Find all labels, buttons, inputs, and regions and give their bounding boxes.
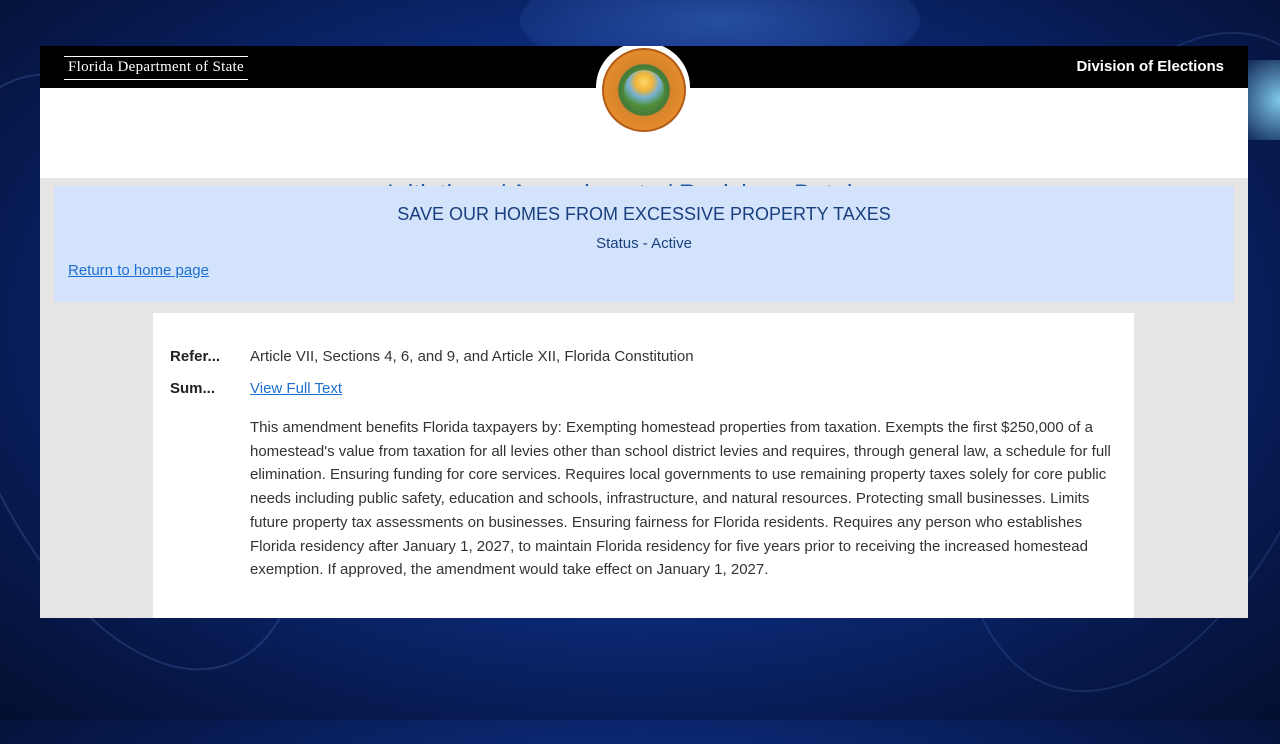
seal-ring [602, 48, 686, 132]
view-full-text-link[interactable]: View Full Text [250, 380, 342, 397]
department-logo[interactable]: Florida Department of State [64, 56, 248, 80]
status-label: Status - Active [596, 235, 692, 252]
reference-value: Article VII, Sections 4, 6, and 9, and Article XII, Florida Constitution [250, 348, 694, 365]
details-card [153, 313, 1134, 618]
division-label[interactable]: Division of Elections [1076, 58, 1224, 75]
summary-label: Sum... [170, 380, 216, 397]
summary-text: This amendment benefits Florida taxpayers by: Exempting homestead properties from taxation. Exempts the first $250,000 of a homestead's value from taxation for all levies other than school district levies and requires, through general law, a schedule for full elimination. Ensuring funding for core services. Requires local governments to use remaining property taxes solely for core public needs including public safety, education and schools, infrastructure, and natural resources. Protecting small businesses. Limits future property tax assessments on businesses. Ensuring fairness for Florida residents. Requires any person who establishes Florida residency after January 1, 2027, to maintain Florida residency for five years prior to receiving the increased homestead exemption. If approved, the amendment would take effect on January 1, 2027. [250, 419, 1111, 579]
return-home-link[interactable]: Return to home page [68, 262, 209, 279]
seal-center [624, 70, 664, 110]
reference-label: Refer... [170, 348, 221, 365]
initiative-title: SAVE OUR HOMES FROM EXCESSIVE PROPERTY TAXES [397, 204, 891, 224]
florida-seal-icon [598, 46, 688, 130]
initiative-banner [54, 186, 1234, 302]
browser-page [40, 46, 1248, 618]
